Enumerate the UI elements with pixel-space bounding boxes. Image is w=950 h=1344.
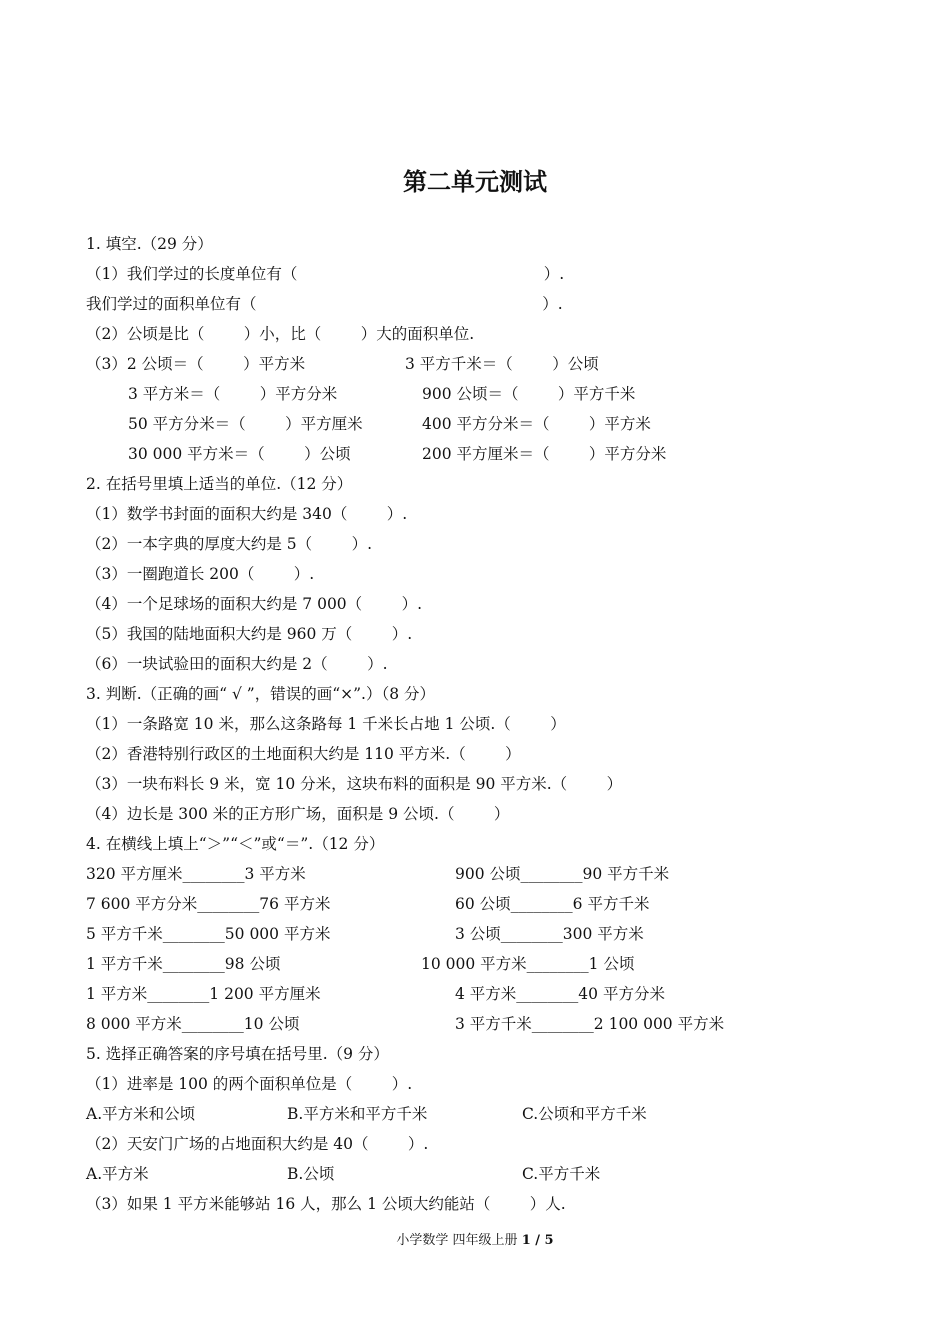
list-item: （4）边长是 300 米的正方形广场，面积是 9 公顷.（ ）	[86, 805, 510, 823]
conversion-left: （3）2 公顷＝（ ）平方米	[86, 355, 306, 373]
list-item: （3）一块布料长 9 米，宽 10 分米，这块布料的面积是 90 平方米.（ ）	[86, 775, 623, 793]
list-item: （5）我国的陆地面积大约是 960 万（ ）.	[86, 625, 413, 643]
compare-right: 3 公顷________300 平方米	[455, 925, 644, 943]
compare-right: 60 公顷________6 平方千米	[455, 895, 650, 913]
list-item: （6）一块试验田的面积大约是 2（ ）.	[86, 655, 388, 673]
option-b: B.公顷	[287, 1165, 335, 1183]
page-total: / 5	[530, 1233, 554, 1248]
conversion-left: 3 平方米＝（ ）平方分米	[128, 385, 338, 403]
conversion-right: 400 平方分米＝（ ）平方米	[422, 415, 651, 433]
question-5-2: （2）天安门广场的占地面积大约是 40（ ）.	[86, 1135, 429, 1153]
page-title: 第二单元测试	[403, 168, 547, 196]
question-1-1-line-a: （1）我们学过的长度单位有（ ）.	[86, 265, 565, 283]
section-3-heading: 3. 判断.（正确的画“ √ ”，错误的画“×”.）（8 分）	[86, 685, 436, 703]
compare-left: 7 600 平方分米________76 平方米	[86, 895, 331, 913]
compare-left: 320 平方厘米________3 平方米	[86, 865, 306, 883]
section-5-heading: 5. 选择正确答案的序号填在括号里.（9 分）	[86, 1045, 389, 1063]
question-1-2: （2）公顷是比（ ）小，比（ ）大的面积单位.	[86, 325, 475, 343]
list-item: （1）数学书封面的面积大约是 340（ ）.	[86, 505, 408, 523]
list-item: （3）一圈跑道长 200（ ）.	[86, 565, 315, 583]
option-b: B.平方米和平方千米	[287, 1105, 428, 1123]
footer-label: 小学数学 四年级上册	[396, 1233, 518, 1248]
compare-right: 3 平方千米________2 100 000 平方米	[455, 1015, 725, 1033]
section-4-heading: 4. 在横线上填上“＞”“＜”或“＝”.（12 分）	[86, 835, 385, 853]
compare-right: 900 公顷________90 平方千米	[455, 865, 670, 883]
compare-right: 10 000 平方米________1 公顷	[421, 955, 635, 973]
conversion-right: 3 平方千米＝（ ）公顷	[405, 355, 599, 373]
section-1-heading: 1. 填空.（29 分）	[86, 235, 213, 253]
option-a: A.平方米和公顷	[86, 1105, 196, 1123]
compare-left: 1 平方千米________98 公顷	[86, 955, 281, 973]
list-item: （2）一本字典的厚度大约是 5（ ）.	[86, 535, 372, 553]
conversion-right: 200 平方厘米＝（ ）平方分米	[422, 445, 667, 463]
list-item: （1）一条路宽 10 米，那么这条路每 1 千米长占地 1 公顷.（ ）	[86, 715, 566, 733]
compare-left: 5 平方千米________50 000 平方米	[86, 925, 331, 943]
option-c: C.平方千米	[522, 1165, 601, 1183]
question-1-1-line-b: 我们学过的面积单位有（ ）.	[86, 295, 563, 313]
conversion-left: 30 000 平方米＝（ ）公顷	[128, 445, 351, 463]
option-a: A.平方米	[86, 1165, 149, 1183]
compare-left: 1 平方米________1 200 平方厘米	[86, 985, 321, 1003]
page-number: 1	[521, 1233, 531, 1248]
compare-right: 4 平方米________40 平方分米	[455, 985, 665, 1003]
list-item: （2）香港特别行政区的土地面积大约是 110 平方米.（ ）	[86, 745, 521, 763]
question-5-1: （1）进率是 100 的两个面积单位是（ ）.	[86, 1075, 413, 1093]
conversion-right: 900 公顷＝（ ）平方千米	[422, 385, 636, 403]
list-item: （4）一个足球场的面积大约是 7 000（ ）.	[86, 595, 423, 613]
compare-left: 8 000 平方米________10 公顷	[86, 1015, 300, 1033]
conversion-left: 50 平方分米＝（ ）平方厘米	[128, 415, 363, 433]
option-c: C.公顷和平方千米	[522, 1105, 647, 1123]
page-footer	[0, 1229, 950, 1248]
section-2-heading: 2. 在括号里填上适当的单位.（12 分）	[86, 475, 353, 493]
question-5-3: （3）如果 1 平方米能够站 16 人，那么 1 公顷大约能站（ ）人.	[86, 1195, 566, 1213]
